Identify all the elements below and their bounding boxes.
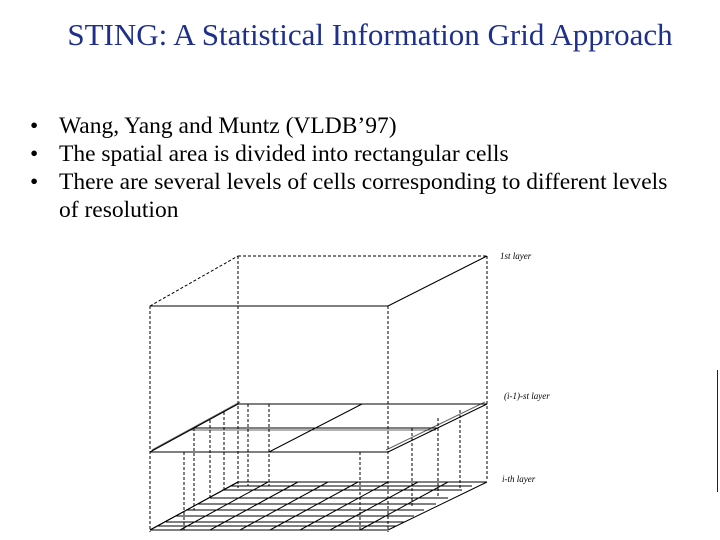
middle-layer-grid [150, 402, 487, 452]
slide-title: STING: A Statistical Information Grid Approach [67, 17, 673, 52]
first-layer-grid [150, 256, 487, 532]
bottom-layer-grid [150, 482, 487, 530]
layer-label-bottom: i-th layer [502, 474, 536, 484]
bullet-dot: • [30, 169, 39, 195]
layer-label-first: 1st layer [500, 251, 532, 261]
bullet-dot: • [30, 141, 39, 167]
bullet-text: There are several levels of cells corresponding to different levels of resolution [59, 169, 668, 223]
bullet-dot: • [30, 113, 39, 139]
bullet-text: The spatial area is divided into rectangular cells [59, 141, 509, 167]
bullet-text: Wang, Yang and Muntz (VLDB’97) [59, 113, 397, 139]
layer-label-middle: (i-1)-st layer [504, 391, 550, 401]
layer-connectors [184, 404, 460, 532]
